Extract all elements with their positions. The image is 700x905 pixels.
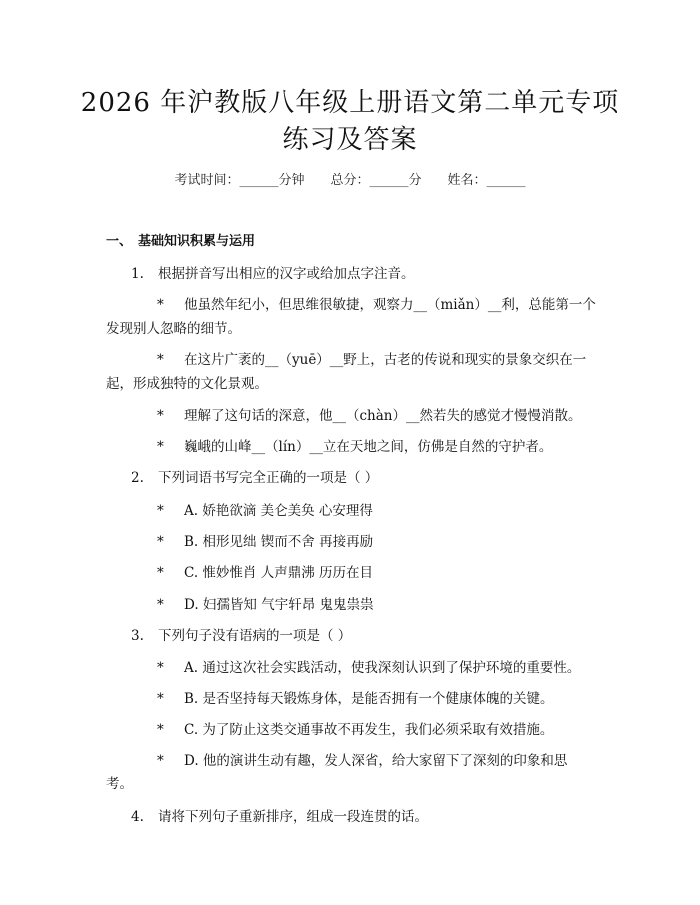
option-text: B. 相形见绌 锲而不舍 再接再励 [184,534,374,550]
question-number: 4. [131,809,144,825]
exam-meta [0,169,700,188]
q1-item-1-cont: 发现别人忽略的细节。 [106,321,241,337]
question-text: 下列句子没有语病的一项是（ ） [158,628,352,644]
question-3 [131,624,351,644]
q3-option-d-cont: 考。 [106,776,133,792]
question-4 [131,805,428,825]
item-text: 巍峨的山峰__（lín）__立在天地之间，仿佛是自然的守护者。 [184,439,553,455]
item-text: 他虽然年纪小，但思维很敏捷，观察力__（miǎn）__利，总能第一个 [184,297,596,313]
option-text: C. 惟妙惟肖 人声鼎沸 历历在目 [184,565,374,581]
q1-item-2 [157,348,586,368]
exam-score: 总分：______分 [330,173,422,188]
question-2 [131,466,378,486]
doc-title-line2: 练习及答案 [282,125,418,155]
bullet-star: * [157,439,164,455]
question-number: 2. [131,470,144,486]
question-text: 根据拼音写出相应的汉字或给加点字注音。 [158,266,415,282]
q2-option-b [157,530,373,550]
q3-option-a [157,656,580,676]
bullet-star: * [157,753,164,769]
doc-title-line1: 2026 年沪教版八年级上册语文第二单元专项 [80,88,620,118]
q2-option-c [157,561,373,581]
option-text: B. 是否坚持每天锻炼身体，是能否拥有一个健康体魄的关键。 [184,691,554,707]
item-text: 在这片广袤的__（yuē）__野上，古老的传说和现实的景象交织在一 [184,352,587,368]
bullet-star: * [157,534,164,550]
q3-option-b [157,687,554,707]
question-1 [131,262,415,282]
exam-time: 考试时间：______分钟 [174,173,305,188]
q3-option-c [157,718,553,738]
q2-option-a [157,499,373,519]
bullet-star: * [157,660,164,676]
bullet-star: * [157,691,164,707]
bullet-star: * [157,503,164,519]
section-heading [106,230,255,249]
option-text: D. 他的演讲生动有趣，发人深省，给大家留下了深刻的印象和思 [184,753,568,769]
section-label: 基础知识积累与运用 [138,234,256,249]
bullet-star: * [157,565,164,581]
q1-item-1 [157,293,596,313]
question-number: 1. [131,266,144,282]
question-text: 请将下列句子重新排序，组成一段连贯的话。 [158,809,428,825]
bullet-star: * [157,297,164,313]
option-text: A. 娇艳欲滴 美仑美奂 心安理得 [184,503,373,519]
q1-item-3 [157,404,582,424]
q1-item-4 [157,435,552,455]
option-text: D. 妇孺皆知 气宇轩昂 鬼鬼祟祟 [184,597,374,613]
bullet-star: * [157,408,164,424]
q3-option-d [157,749,567,769]
exam-name: 姓名：______ [447,173,526,188]
option-text: A. 通过这次社会实践活动，使我深刻认识到了保护环境的重要性。 [184,660,581,676]
q2-option-d [157,593,374,613]
question-text: 下列词语书写完全正确的一项是（ ） [158,470,379,486]
option-text: C. 为了防止这类交通事故不再发生，我们必须采取有效措施。 [184,722,554,738]
section-number: 一、 [106,234,133,249]
item-text: 理解了这句话的深意，他__（chàn）__然若失的感觉才慢慢消散。 [184,408,582,424]
q1-item-2-cont: 起，形成独特的文化景观。 [106,376,268,392]
bullet-star: * [157,597,164,613]
question-number: 3. [131,628,144,644]
bullet-star: * [157,352,164,368]
bullet-star: * [157,722,164,738]
